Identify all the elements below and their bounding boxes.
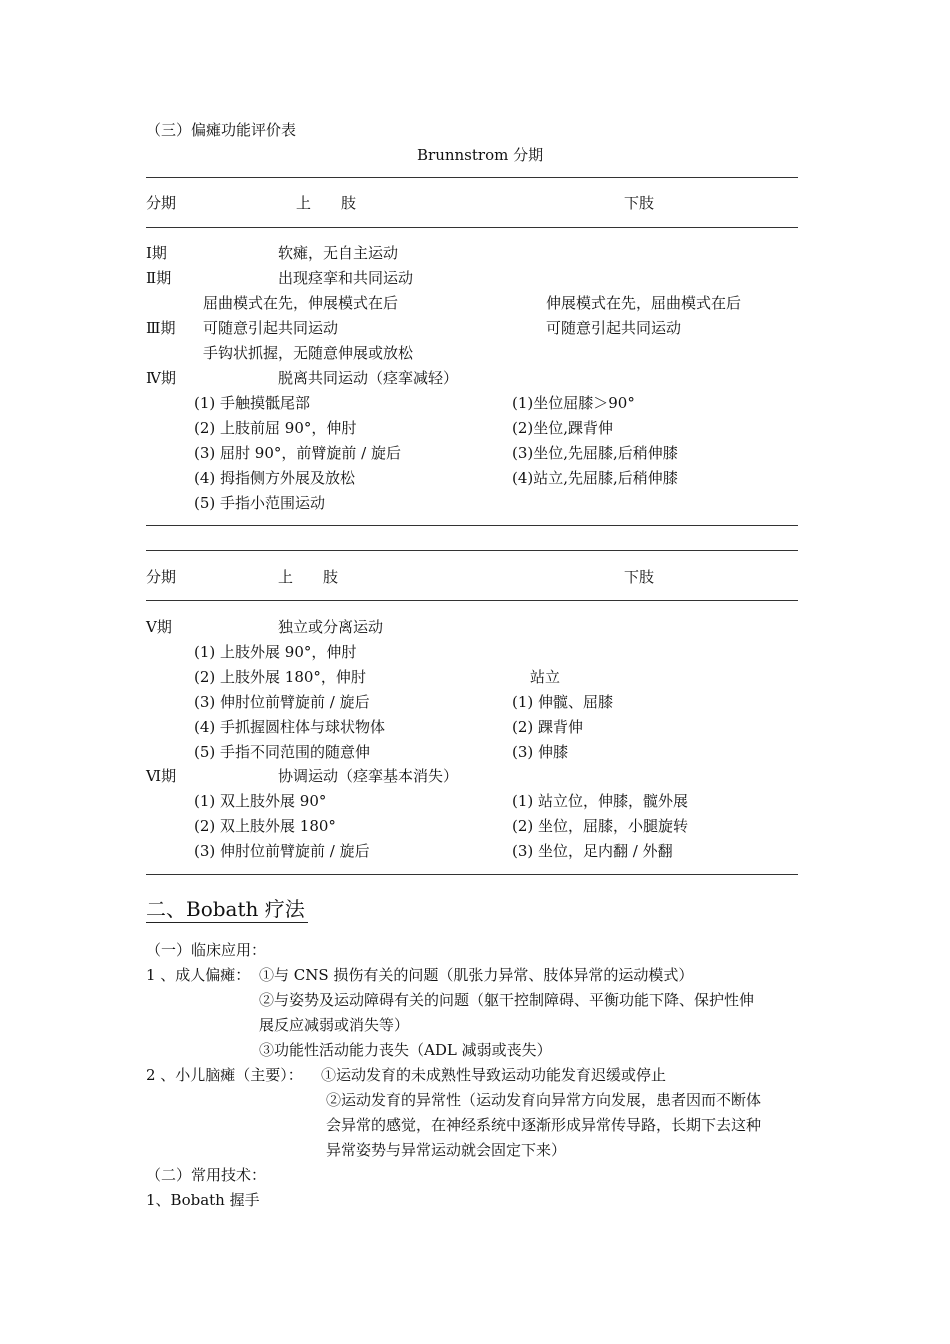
- upper-item: (5) 手指小范围运动: [194, 494, 326, 512]
- stage-text: 独立或分离运动: [278, 618, 384, 636]
- stage-label: Ⅲ期: [146, 319, 176, 337]
- item-text: ③功能性活动能力丧失（ADL 减弱或丧失）: [259, 1041, 552, 1059]
- header-lower: 下肢: [624, 194, 655, 212]
- stage-label: Ⅵ期: [146, 767, 177, 785]
- upper-item: (3) 屈肘 90°，前臂旋前 / 旋后: [194, 444, 401, 462]
- lower-item: (3) 伸膝: [512, 743, 569, 761]
- upper-item: (2) 上肢外展 180°，伸肘: [194, 668, 366, 686]
- upper-item: (3) 伸肘位前臂旋前 / 旋后: [194, 842, 370, 860]
- upper-item: (1) 手触摸骶尾部: [194, 394, 311, 412]
- header-lower: 下肢: [624, 568, 655, 586]
- stage-label: Ⅱ期: [146, 269, 172, 287]
- lower-cell: 伸展模式在先，屈曲模式在后: [546, 294, 742, 312]
- upper-cell: 手钩状抓握，无随意伸展或放松: [203, 344, 414, 362]
- upper-item: (3) 伸肘位前臂旋前 / 旋后: [194, 693, 370, 711]
- stage-label: Ⅴ期: [146, 618, 172, 636]
- rule: [146, 600, 798, 601]
- lower-item: (2) 踝背伸: [512, 718, 584, 736]
- lower-item: (4)站立,先屈膝,后稍伸膝: [512, 469, 678, 487]
- table-caption: Brunnstrom 分期: [417, 146, 544, 164]
- rule: [146, 550, 798, 551]
- upper-item: (2) 双上肢外展 180°: [194, 817, 336, 835]
- item-label: 1 、成人偏瘫：: [146, 966, 251, 984]
- header-period: 分期: [146, 194, 177, 212]
- lower-item: (1) 站立位，伸膝，髋外展: [512, 792, 689, 810]
- item-text: 1、Bobath 握手: [146, 1191, 260, 1209]
- lower-item: (1) 伸髋、屈膝: [512, 693, 614, 711]
- upper-item: (1) 上肢外展 90°，伸肘: [194, 643, 357, 661]
- item-text: ①运动发育的未成熟性导致运动功能发育迟缓或停止: [321, 1066, 667, 1084]
- upper-item: (1) 双上肢外展 90°: [194, 792, 327, 810]
- item-text: 异常姿势与异常运动就会固定下来）: [326, 1141, 567, 1159]
- stage-text: 协调运动（痉挛基本消失）: [278, 767, 459, 785]
- header-upper: 上 肢: [296, 194, 357, 212]
- lower-item: (2)坐位,踝背伸: [512, 419, 614, 437]
- section-title: （三）偏瘫功能评价表: [146, 121, 297, 139]
- header-upper: 上 肢: [278, 568, 339, 586]
- item-text: ①与 CNS 损伤有关的问题（肌张力异常、肢体异常的运动模式）: [259, 966, 694, 984]
- heading-underline: [146, 922, 308, 923]
- upper-item: (4) 手抓握圆柱体与球状物体: [194, 718, 386, 736]
- stage-label: Ⅰ期: [146, 244, 167, 262]
- stage-text: 脱离共同运动（痉挛减轻）: [278, 369, 459, 387]
- lower-item: (2) 坐位，屈膝，小腿旋转: [512, 817, 689, 835]
- item-text: 展反应减弱或消失等）: [259, 1016, 410, 1034]
- rule: [146, 227, 798, 228]
- item-text: ②运动发育的异常性（运动发育向异常方向发展，患者因而不断体: [326, 1091, 762, 1109]
- section-heading: 二、Bobath 疗法: [146, 897, 305, 921]
- stage-label: Ⅳ期: [146, 369, 176, 387]
- upper-cell: 可随意引起共同运动: [203, 319, 339, 337]
- lower-item: (1)坐位屈膝＞90°: [512, 394, 635, 412]
- rule: [146, 525, 798, 526]
- rule: [146, 874, 798, 875]
- item-label: 2 、小儿脑瘫（主要）：: [146, 1066, 303, 1084]
- upper-item: (4) 拇指侧方外展及放松: [194, 469, 356, 487]
- rule: [146, 177, 798, 178]
- stage-text: 软瘫，无自主运动: [278, 244, 399, 262]
- lower-cell: 可随意引起共同运动: [546, 319, 682, 337]
- header-period: 分期: [146, 568, 177, 586]
- lower-item: (3) 坐位，足内翻 / 外翻: [512, 842, 673, 860]
- subsection-title: （二）常用技术：: [146, 1166, 267, 1184]
- subsection-title: （一）临床应用：: [146, 941, 267, 959]
- upper-item: (5) 手指不同范围的随意伸: [194, 743, 371, 761]
- item-text: ②与姿势及运动障碍有关的问题（躯干控制障碍、平衡功能下降、保护性伸: [259, 991, 755, 1009]
- stage-text: 出现痉挛和共同运动: [278, 269, 414, 287]
- lower-item: (3)坐位,先屈膝,后稍伸膝: [512, 444, 678, 462]
- upper-item: (2) 上肢前屈 90°，伸肘: [194, 419, 357, 437]
- upper-cell: 屈曲模式在先，伸展模式在后: [203, 294, 399, 312]
- lower-title: 站立: [530, 668, 561, 686]
- item-text: 会异常的感觉，在神经系统中逐渐形成异常传导路，长期下去这种: [326, 1116, 762, 1134]
